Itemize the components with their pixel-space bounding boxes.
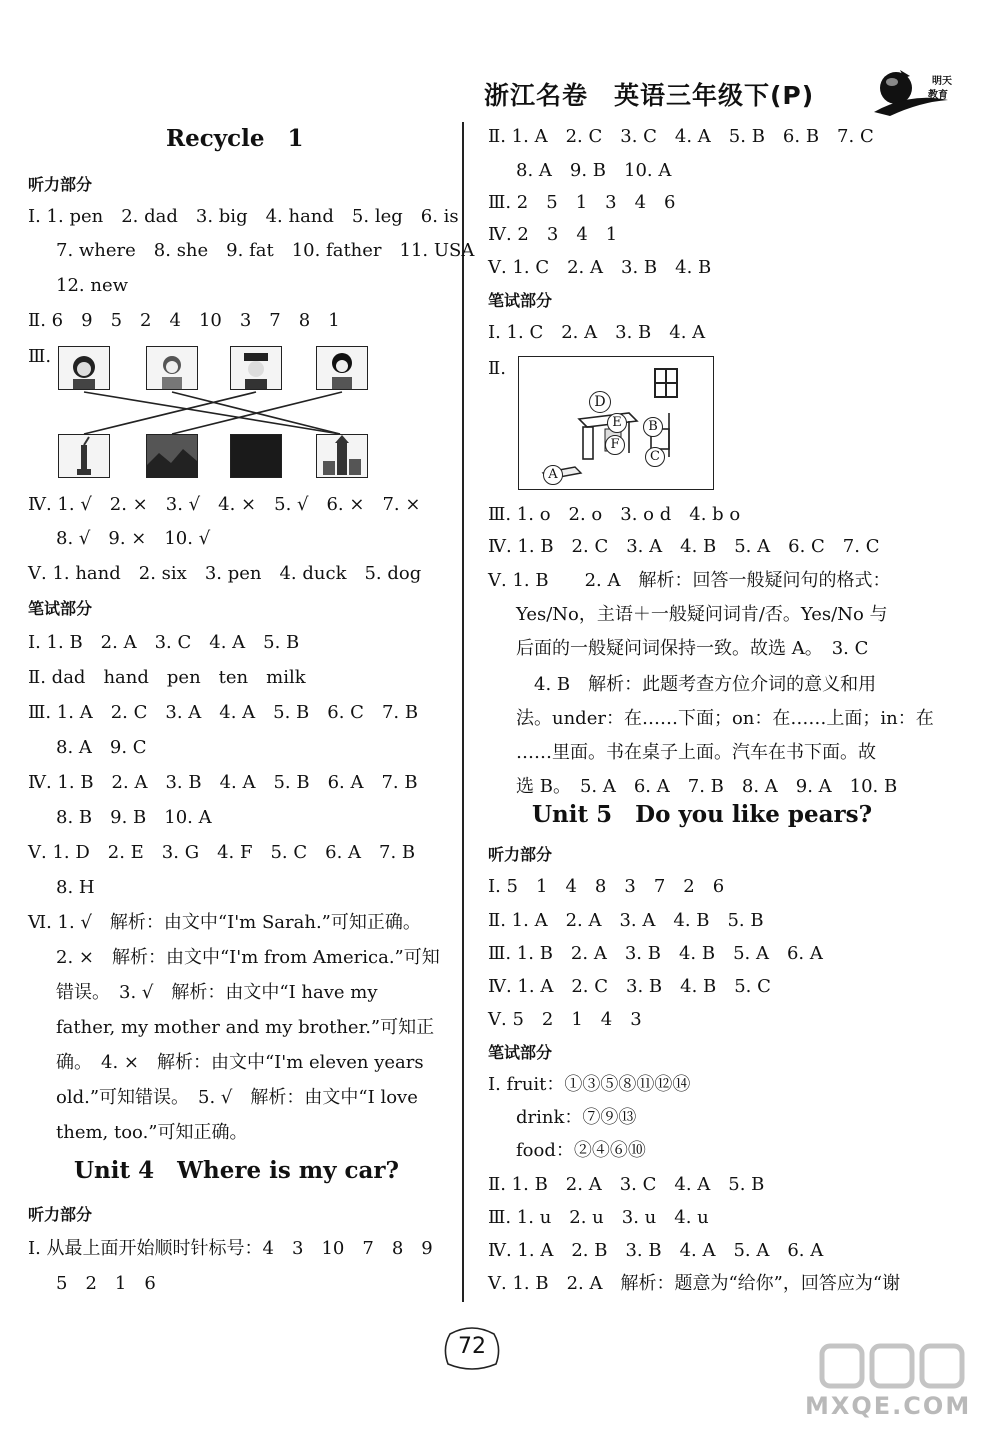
logo-text-bottom: 教育 xyxy=(928,90,948,101)
answer-line: Ⅴ. 1. D 2. E 3. G 4. F 5. C 6. A 7. B xyxy=(28,842,416,863)
scene-label: E xyxy=(607,413,627,433)
answer-line: old.”可知错误。 5. √ 解析：由文中“I love xyxy=(56,1087,418,1108)
answer-line: Ⅴ. 1. B 2. A 解析：回答一般疑问句的格式： xyxy=(488,570,891,591)
answer-line: Ⅱ. 6 9 5 2 4 10 3 7 8 1 xyxy=(28,310,340,331)
answer-line: Ⅲ. 2 5 1 3 4 6 xyxy=(488,192,676,213)
answer-line: Ⅳ. 1. √ 2. × 3. √ 4. × 5. √ 6. × 7. × xyxy=(28,494,421,515)
unit5-title: Unit 5 Do you like pears? xyxy=(532,801,873,828)
answer-line: 选 B。 5. A 6. A 7. B 8. A 9. A 10. B xyxy=(516,776,898,797)
answer-line: Ⅲ. 1. A 2. C 3. A 4. A 5. B 6. C 7. B xyxy=(28,702,419,723)
answer-line: 8. √ 9. × 10. √ xyxy=(56,528,211,549)
answer-line: 8. B 9. B 10. A xyxy=(56,807,212,828)
clock-tower-picture xyxy=(316,434,368,478)
room-scene-picture xyxy=(518,356,714,490)
page-header xyxy=(0,0,1000,120)
answer-line: Ⅳ. 1. A 2. B 3. B 4. A 5. A 6. A xyxy=(488,1240,824,1261)
answer-line: Ⅳ. 2 3 4 1 xyxy=(488,224,618,245)
answer-line: father, my mother and my brother.”可知正 xyxy=(56,1017,435,1038)
publisher-logo xyxy=(870,62,960,122)
matching-exercise xyxy=(28,342,448,482)
answer-line: Ⅳ. 1. A 2. C 3. B 4. B 5. C xyxy=(488,976,771,997)
scene-label: A xyxy=(543,465,563,485)
answer-line: 4. B 解析：此题考查方位介词的意义和用 xyxy=(534,674,877,695)
watermark-logo-icon xyxy=(818,1338,968,1392)
answer-line: 7. where 8. she 9. fat 10. father 11. USA xyxy=(56,240,475,261)
answer-line: Ⅱ. 1. B 2. A 3. C 4. A 5. B xyxy=(488,1174,765,1195)
page-number xyxy=(440,1324,504,1372)
answer-line: 8. A 9. B 10. A xyxy=(516,160,672,181)
book-title: 浙江名卷 英语三年级下(P) xyxy=(484,81,815,110)
answer-line: food：②④⑥⑩ xyxy=(516,1140,646,1161)
listening-heading: 听力部分 xyxy=(488,845,553,864)
watermark-text: MXQE.COM xyxy=(805,1392,972,1420)
scene-label: D xyxy=(589,391,611,413)
scene-label: B xyxy=(643,417,663,437)
recycle-title: Recycle 1 xyxy=(166,125,304,152)
answer-line: Ⅰ. 1. pen 2. dad 3. big 4. hand 5. leg 6. is xyxy=(28,206,459,227)
answer-line: Ⅴ. 1. C 2. A 3. B 4. B xyxy=(488,257,712,278)
answer-line: Ⅰ. 5 1 4 8 3 7 2 6 xyxy=(488,876,725,897)
listening-heading: 听力部分 xyxy=(28,1205,93,1224)
answer-line: Ⅰ. 从最上面开始顺时针标号：4 3 10 7 8 9 xyxy=(28,1238,433,1259)
answer-line: them, too.”可知正确。 xyxy=(56,1122,248,1143)
answer-line: 12. new xyxy=(56,275,128,296)
written-heading: 笔试部分 xyxy=(488,1043,553,1062)
answer-line: Ⅴ. 1. B 2. A 解析：题意为“给你”，回答应为“谢 xyxy=(488,1273,901,1294)
scene-label: F xyxy=(605,435,625,455)
answer-line: Ⅱ. xyxy=(488,358,506,379)
answer-line: Ⅱ. 1. A 2. C 3. C 4. A 5. B 6. B 7. C xyxy=(488,126,874,147)
answer-line: Ⅰ. 1. B 2. A 3. C 4. A 5. B xyxy=(28,632,300,653)
statue-picture xyxy=(58,434,110,478)
answer-line: Ⅲ. 1. u 2. u 3. u 4. u xyxy=(488,1207,709,1228)
answer-line: Ⅴ. 1. hand 2. six 3. pen 4. duck 5. dog xyxy=(28,563,422,584)
answer-line: Ⅲ. xyxy=(28,346,52,367)
answer-line: Ⅲ. 1. o 2. o 3. o d 4. b o xyxy=(488,504,741,525)
written-heading: 笔试部分 xyxy=(488,291,553,310)
answer-line: 法。under：在……下面；on：在……上面；in：在 xyxy=(516,708,934,729)
answer-line: Ⅳ. 1. B 2. C 3. A 4. B 5. A 6. C 7. C xyxy=(488,536,880,557)
answer-line: Ⅲ. 1. B 2. A 3. B 4. B 5. A 6. A xyxy=(488,943,823,964)
answer-line: Ⅰ. 1. C 2. A 3. B 4. A xyxy=(488,322,706,343)
answer-line: Ⅵ. 1. √ 解析：由文中“I'm Sarah.”可知正确。 xyxy=(28,912,421,933)
logo-text-top: 明天 xyxy=(932,76,952,87)
written-heading: 笔试部分 xyxy=(28,599,93,618)
scene-label: C xyxy=(645,447,665,467)
answer-line: ……里面。书在桌子上面。汽车在书下面。故 xyxy=(516,742,876,763)
column-divider xyxy=(462,122,464,1302)
answer-line: 后面的一般疑问词保持一致。故选 A。 3. C xyxy=(516,638,869,659)
answer-line: Ⅱ. 1. A 2. A 3. A 4. B 5. B xyxy=(488,910,764,931)
answer-line: 确。 4. × 解析：由文中“I'm eleven years xyxy=(56,1052,424,1073)
answer-line: drink：⑦⑨⑬ xyxy=(516,1107,637,1128)
dark-picture xyxy=(230,434,282,478)
answer-line: Ⅰ. fruit：①③⑤⑧⑪⑫⑭ xyxy=(488,1074,691,1095)
answer-line: Yes/No，主语＋一般疑问词肯/否。Yes/No 与 xyxy=(516,604,888,625)
answer-line: 8. A 9. C xyxy=(56,737,147,758)
landscape-picture xyxy=(146,434,198,478)
unit4-title: Unit 4 Where is my car? xyxy=(74,1157,399,1184)
listening-heading: 听力部分 xyxy=(28,175,93,194)
answer-line: 5 2 1 6 xyxy=(56,1273,156,1294)
answer-line: 8. H xyxy=(56,877,95,898)
page-number-text: 72 xyxy=(458,1334,486,1359)
answer-line: Ⅴ. 5 2 1 4 3 xyxy=(488,1009,642,1030)
answer-line: 错误。 3. √ 解析：由文中“I have my xyxy=(56,982,378,1003)
answer-line: Ⅱ. dad hand pen ten milk xyxy=(28,667,306,688)
answer-line: Ⅳ. 1. B 2. A 3. B 4. A 5. B 6. A 7. B xyxy=(28,772,418,793)
answer-line: 2. × 解析：由文中“I'm from America.”可知 xyxy=(56,947,440,968)
